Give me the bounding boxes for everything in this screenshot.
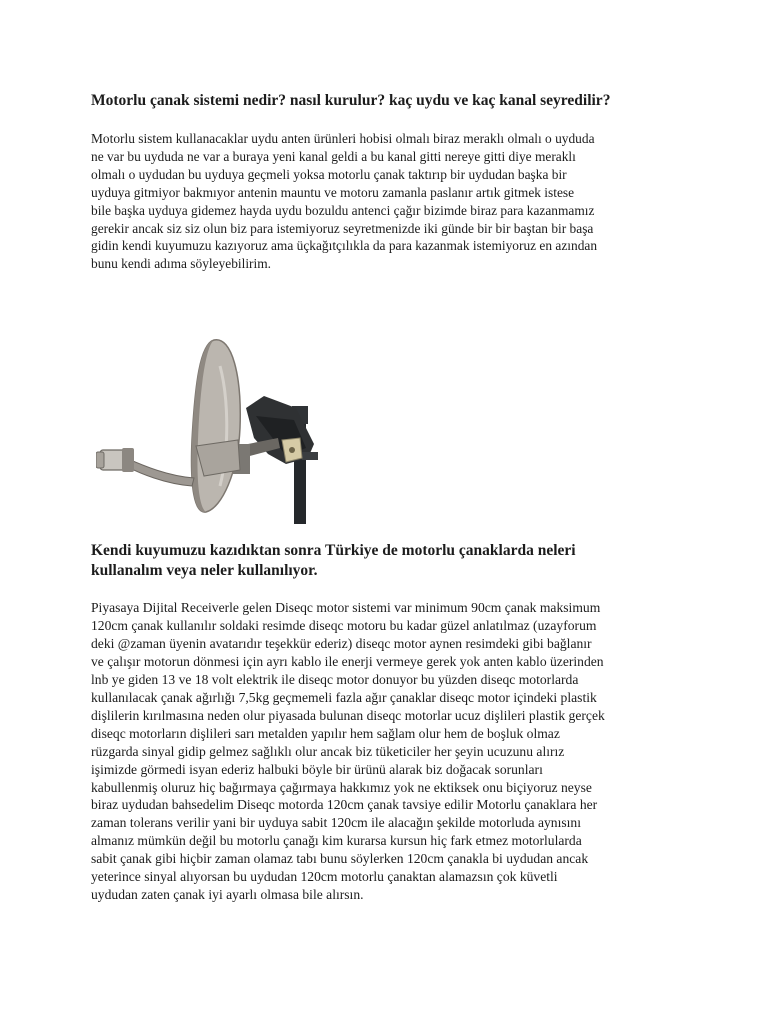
satellite-dish-icon [96, 336, 326, 526]
article-heading-2 [91, 541, 691, 581]
paragraph-line: Motorlu sistem kullanacaklar uydu anten ürünleri hobisi olmalı biraz meraklı olmalı o uyduda [91, 131, 595, 146]
heading-line: kullanalım veya neler kullanılıyor. [91, 562, 318, 579]
paragraph-line: uydudan zaten çanak iyi ayarlı olmasa bile alırsın. [91, 887, 364, 903]
paragraph-line: olmalı o uydudan bu uyduya geçmeli yoksa motorlu çanak taktırıp bir uydudan başka bir [91, 166, 567, 182]
paragraph-line: ne var bu uyduda ne var a buraya yeni kanal geldi a bu kanal gitti nereye gitti diye meraklı [91, 148, 576, 164]
article-heading-1: Motorlu çanak sistemi nedir? nasıl kurulur? kaç uydu ve kaç kanal seyredilir? [91, 92, 611, 109]
article-paragraph-2 [91, 599, 691, 904]
paragraph-line: bunu kendi adıma söyleyebilirim. [91, 256, 271, 272]
paragraph-line: işimizde görmedi isyan ederiz halbuki böyle bir ürünü alarak biz doğacak sorunları [91, 761, 543, 777]
paragraph-line: zaman tolerans verilir yani bir uyduya sabit 120cm ile alacağın şekilde motorluda aynısını [91, 815, 581, 831]
paragraph-line: biraz uydudan bahsedelim Diseqc motorda 120cm çanak tavsiye edilir Motorlu çanaklara her [91, 797, 598, 813]
paragraph-line: dişlilerin kırılmasına neden olur piyasada bulunan diseqc motorlar ucuz dişlileri plastik gerçek [91, 707, 605, 723]
paragraph-line: ve çalışır motorun dönmesi için ayrı kablo ile enerji vermeye gerek yok anten kablo üzerinden [91, 653, 604, 669]
satellite-dish-motor-image [96, 336, 326, 526]
article-paragraph-1 [91, 130, 691, 273]
heading-line: Kendi kuyumuzu kazıdıktan sonra Türkiye de motorlu çanaklarda neleri [91, 542, 576, 559]
paragraph-line: deki @zaman üyenin avatarıdır teşekkür ederiz) diseqc motor aynen resimdeki gibi bağlanır [91, 635, 592, 651]
paragraph-line: diseqc motorların dişlileri sarı metalden yapılır hem sağlam olur hem de boşluk olmaz [91, 725, 560, 741]
paragraph-line: lnb ye giden 13 ve 18 volt elektrik ile diseqc motor donuyor bu yüzden diseqc motorlarda [91, 671, 579, 687]
paragraph-line: gerekir ancak siz siz olun biz para istemiyoruz seyretmenizde iki günde bir bir baştan bir başa [91, 220, 594, 236]
paragraph-line: kullanılacak çanak ağırlığı 7,5kg geçmemeli fazla ağır çanaklar diseqc motor içindeki plastik [91, 689, 597, 705]
paragraph-line: kabullenmiş oluruz hiç bağırmaya çağırmaya hakkımız yok ne ektiksek onu biçiyoruz neyse [91, 779, 592, 795]
paragraph-line: Piyasaya Dijital Receiverle gelen Diseqc motor sistemi var minimum 90cm çanak maksimum [91, 600, 601, 615]
paragraph-line: sabit çanak gibi hiçbir zaman olamaz tabı bunu söylerken 120cm çanakla bi uydudan ancak [91, 851, 589, 867]
paragraph-line: almanız mümkün değil bu motorlu çanağı kim kurarsa kursun hiç fark etmez motorlularda [91, 833, 582, 849]
paragraph-line: gidin kendi kuyumuzu kazıyoruz ama üçkağıtçılıkla da para kazanmak istemiyoruz en azından [91, 238, 598, 254]
paragraph-line: uyduya gitmiyor bakmıyor antenin mauntu ve motoru zamanla paslanır artık gitmek istese [91, 184, 575, 200]
dish-reflector [192, 340, 241, 512]
paragraph-line: yeterince sinyal alıyorsan bu uydudan 120cm motorlu çanaktan alamazsın çok küvetli [91, 869, 558, 885]
paragraph-line: rüzgarda sinyal gidip gelmez sağlıklı olur ancak biz tüketiciler her şeyin ucuzunu alırız [91, 743, 565, 759]
paragraph-line: bile başka uyduya gidemez hayda uydu bozuldu antenci çağır bizimde biraz para kazanmamız [91, 202, 595, 218]
paragraph-line: 120cm çanak kullanılır soldaki resimde diseqc motoru bu kadar güzel anlatılmaz (uzayforum [91, 617, 597, 633]
